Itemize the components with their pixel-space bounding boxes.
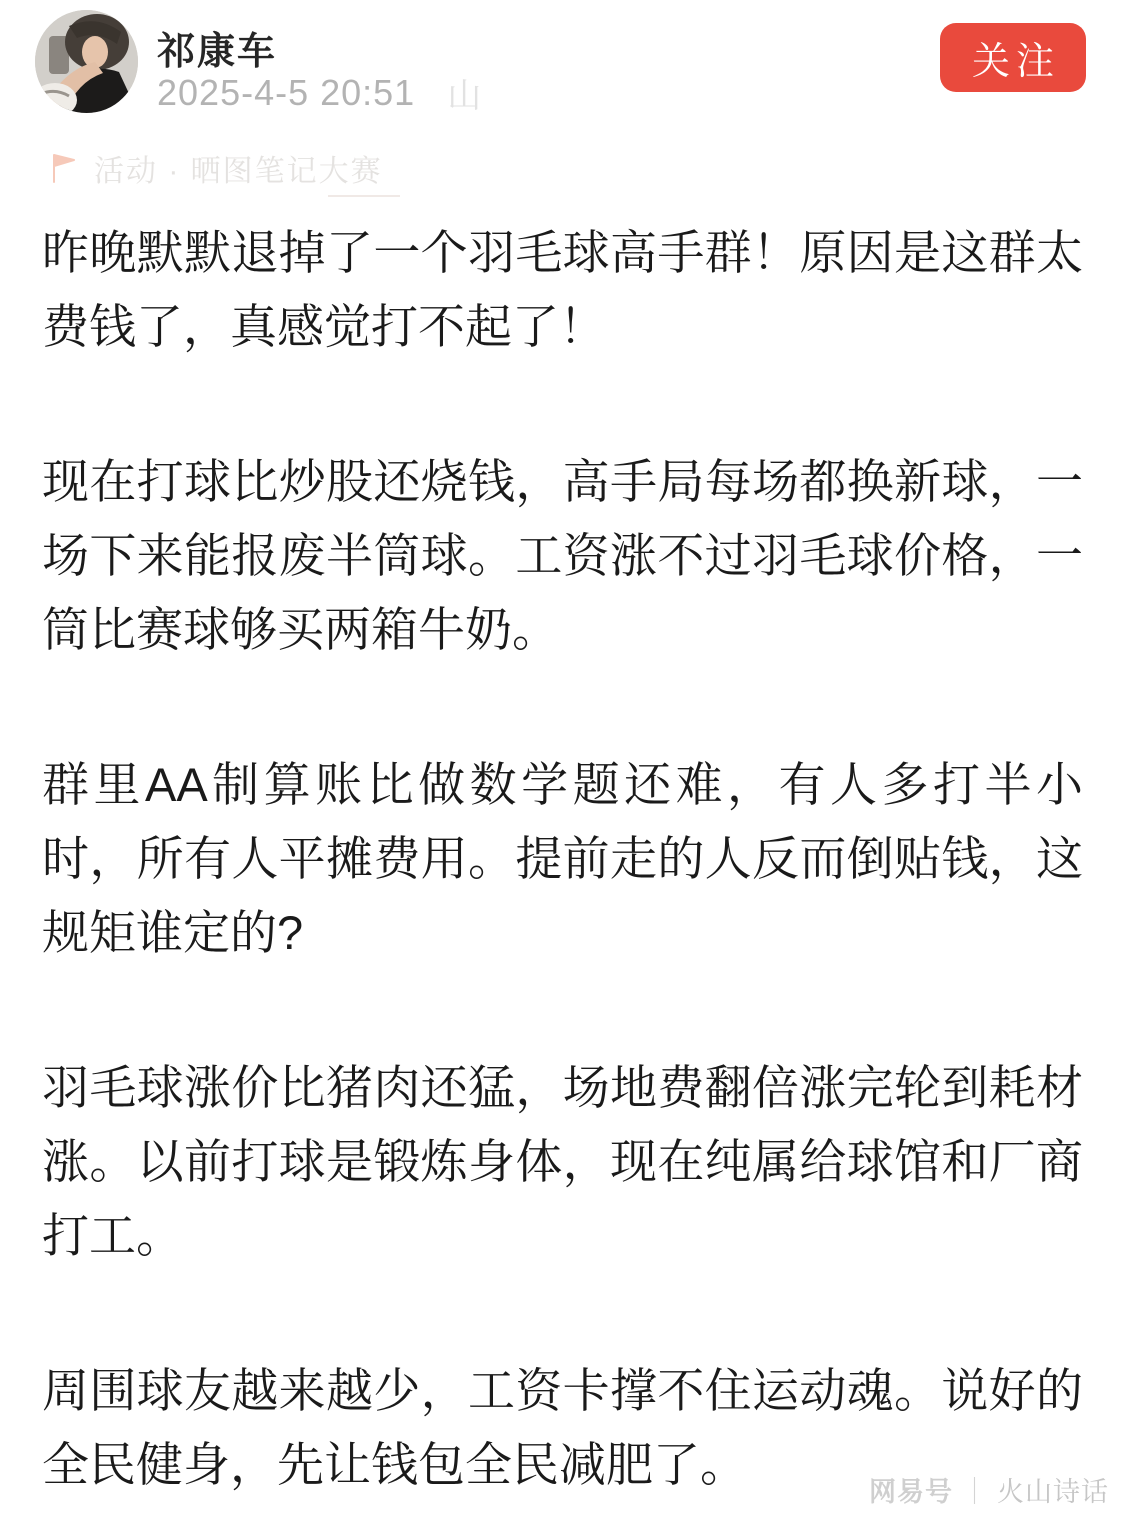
watermark-brand-logo: 网易号 <box>869 1477 953 1507</box>
follow-button[interactable]: 关注 <box>940 23 1086 92</box>
watermark-divider: ｜ <box>961 1477 989 1507</box>
avatar-photo <box>35 10 138 113</box>
timestamp: 2025-4-5 20:51 <box>157 71 416 113</box>
post-paragraph: 周围球友越来越少，工资卡撑不住运动魂。说好的全民健身，先让钱包全民减肥了。 <box>42 1364 1083 1491</box>
post-paragraph: 羽毛球涨价比猪肉还猛，场地费翻倍涨完轮到耗材涨。以前打球是锻炼身体，现在纯属给球馆和厂商打工。 <box>42 1061 1083 1262</box>
faded-status-icon: 山 <box>447 77 483 115</box>
username[interactable]: 祁康车 <box>157 31 278 73</box>
post-paragraph: 群里AA制算账比做数学题还难，有人多打半小时，所有人平摊费用。提前走的人反而倒贴钱，这规矩谁定的? <box>42 758 1083 959</box>
post-paragraph: 现在打球比炒股还烧钱，高手局每场都换新球，一场下来能报废半筒球。工资涨不过羽毛球价格，一筒比赛球够买两箱牛奶。 <box>42 455 1083 656</box>
post-body <box>42 216 1083 1502</box>
watermark <box>869 1470 1109 1509</box>
post-paragraph: 昨晚默默退掉了一个羽毛球高手群！原因是这群太费钱了，真感觉打不起了！ <box>42 226 1083 353</box>
timestamp-row <box>157 68 482 117</box>
activity-tag-label: 活动 · 晒图笔记大赛 <box>94 155 383 188</box>
activity-tag[interactable] <box>46 146 383 190</box>
flag-icon <box>46 151 80 185</box>
watermark-account: 火山诗话 <box>997 1477 1109 1507</box>
faded-underline <box>328 195 400 197</box>
avatar[interactable] <box>35 10 138 113</box>
